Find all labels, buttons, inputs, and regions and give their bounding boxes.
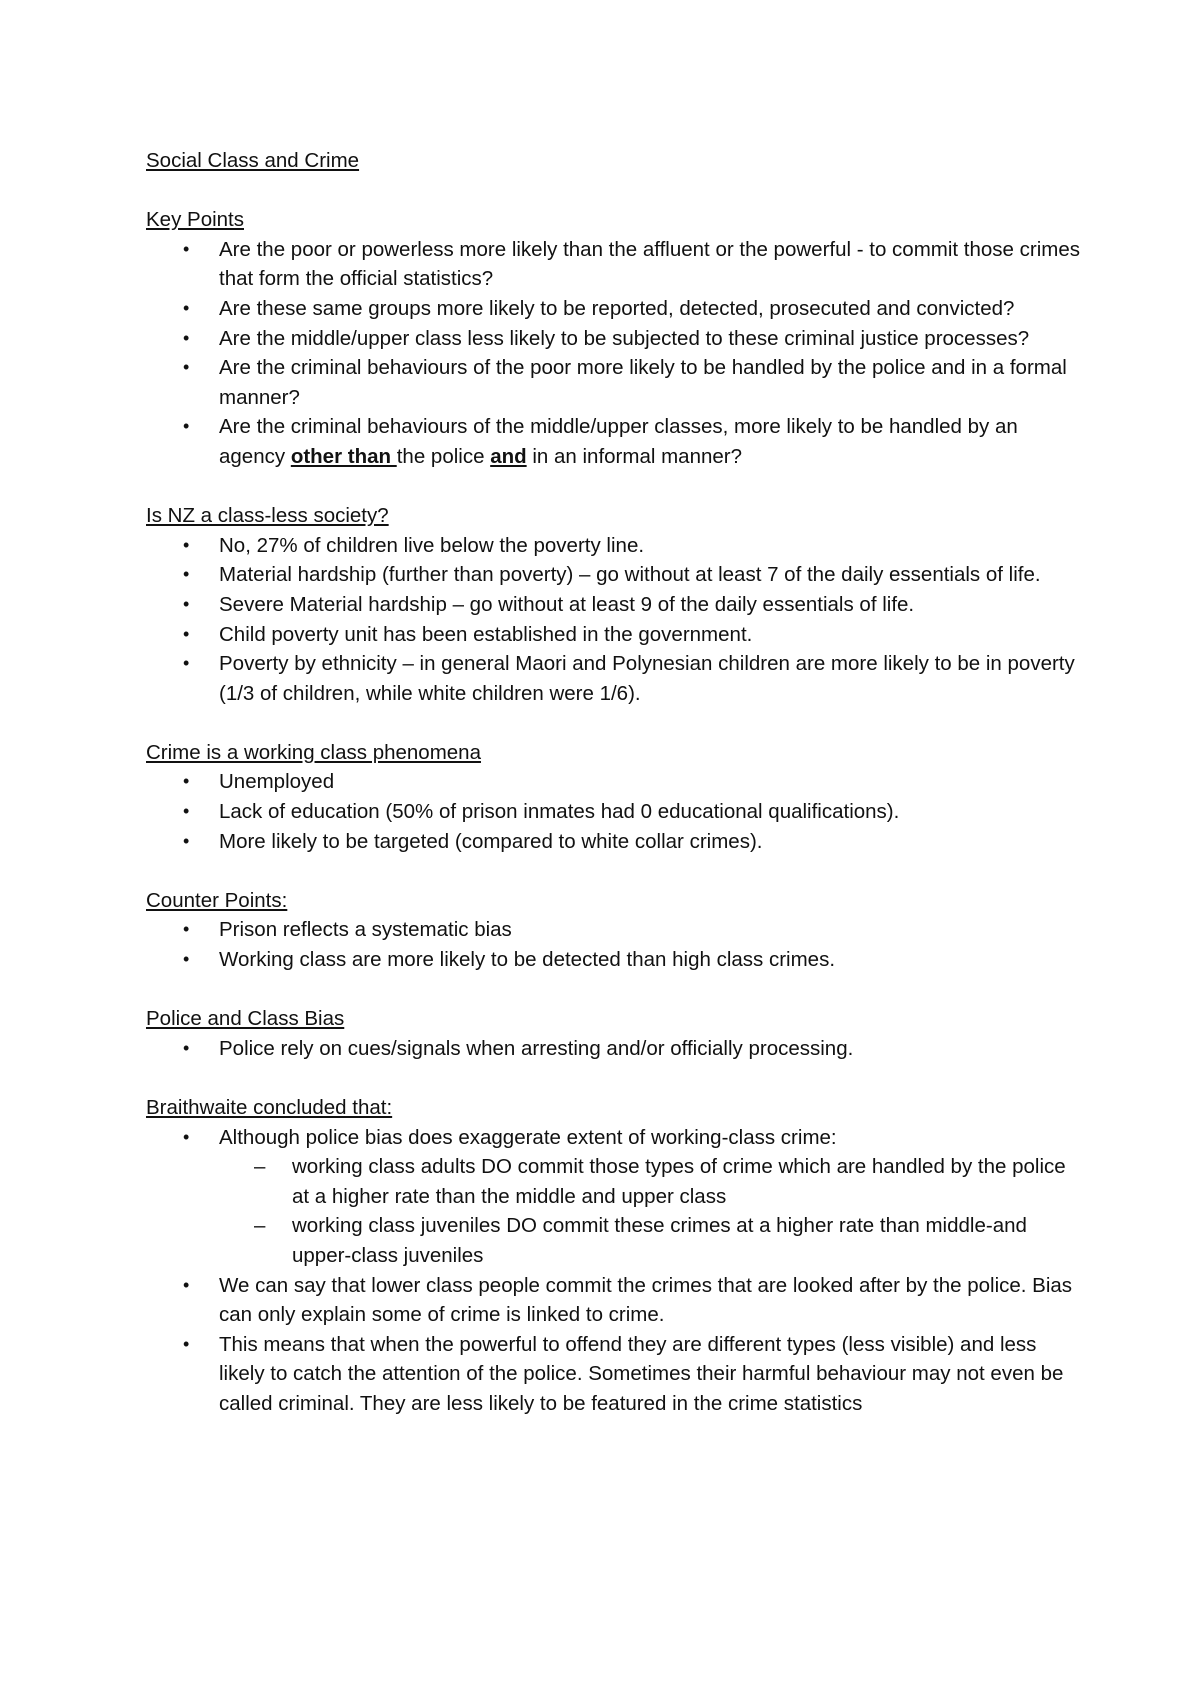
- sub-list-item: – working class adults DO commit those types of crime which are handled by the police at a higher rate than the middle and upper class: [292, 1152, 1086, 1211]
- document-title: Social Class and Crime: [146, 149, 360, 172]
- list-item: • Are the criminal behaviours of the poor more likely to be handled by the police and in a formal manner?: [219, 353, 1086, 412]
- nz-classless-section: [146, 501, 1086, 708]
- working-class-section: [146, 738, 1086, 856]
- braithwaite-sublist: [219, 1152, 1086, 1270]
- list-item-text: Are the criminal behaviours of the middle/upper classes, more likely to be handled by an agency: [219, 415, 1018, 468]
- nz-classless-list: [146, 531, 1086, 709]
- list-item: • Police rely on cues/signals when arresting and/or officially processing.: [219, 1034, 1086, 1064]
- key-points-section: [146, 205, 1086, 471]
- list-item: • Are the middle/upper class less likely to be subjected to these criminal justice processes?: [219, 324, 1086, 354]
- list-item-text: Although police bias does exaggerate extent of working-class crime:: [219, 1125, 837, 1149]
- braithwaite-list: [146, 1123, 1086, 1419]
- police-bias-heading: Police and Class Bias: [146, 1007, 345, 1031]
- list-item: • Unemployed: [219, 767, 1086, 797]
- working-class-list: [146, 767, 1086, 856]
- list-item-text: in an informal manner?: [526, 444, 743, 468]
- key-points-heading: Key Points: [146, 208, 244, 232]
- list-item: • Poverty by ethnicity – in general Maori and Polynesian children are more likely to be in poverty (1/3 of children, while white children were 1/6).: [219, 649, 1086, 708]
- list-item: • Are these same groups more likely to be reported, detected, prosecuted and convicted?: [219, 294, 1086, 324]
- sub-list-item: – working class juveniles DO commit these crimes at a higher rate than middle-and upper-class juveniles: [292, 1211, 1086, 1270]
- list-item: • No, 27% of children live below the poverty line.: [219, 531, 1086, 561]
- key-points-list: [146, 235, 1086, 472]
- list-item-text: the police: [396, 444, 491, 468]
- counter-points-section: [146, 886, 1086, 975]
- braithwaite-heading: Braithwaite concluded that:: [146, 1096, 393, 1119]
- counter-points-heading: Counter Points:: [146, 888, 288, 912]
- list-item: • Lack of education (50% of prison inmates had 0 educational qualifications).: [219, 797, 1086, 827]
- emphasis-text: and: [490, 444, 527, 468]
- list-item: [219, 412, 1086, 471]
- list-item: • Material hardship (further than poverty) – go without at least 7 of the daily essentials of life.: [219, 560, 1086, 590]
- list-item: • Severe Material hardship – go without at least 9 of the daily essentials of life.: [219, 590, 1086, 620]
- list-item: • We can say that lower class people commit the crimes that are looked after by the police. Bias can only explain some of crime is linked to crime.: [219, 1271, 1086, 1330]
- list-item: • More likely to be targeted (compared to white collar crimes).: [219, 827, 1086, 857]
- nz-classless-heading: Is NZ a class-less society?: [146, 504, 389, 528]
- list-item: • Prison reflects a systematic bias: [219, 915, 1086, 945]
- list-item: • This means that when the powerful to offend they are different types (less visible) and less likely to catch the attention of the police. Sometimes their harmful behaviour may not even be called criminal. They are less likely to be featured in the crime statistics: [219, 1330, 1086, 1419]
- list-item: • Child poverty unit has been established in the government.: [219, 620, 1086, 650]
- emphasis-text: other than: [290, 444, 397, 468]
- working-class-heading: Crime is a working class phenomena: [146, 740, 481, 764]
- list-item: [219, 1123, 1086, 1271]
- list-item: • Are the poor or powerless more likely than the affluent or the powerful - to commit those crimes that form the official statistics?: [219, 235, 1086, 294]
- counter-points-list: [146, 915, 1086, 974]
- police-bias-section: [146, 1004, 1086, 1063]
- list-item: • Working class are more likely to be detected than high class crimes.: [219, 945, 1086, 975]
- document-page: [146, 146, 1086, 1448]
- braithwaite-section: [146, 1093, 1086, 1419]
- police-bias-list: [146, 1034, 1086, 1064]
